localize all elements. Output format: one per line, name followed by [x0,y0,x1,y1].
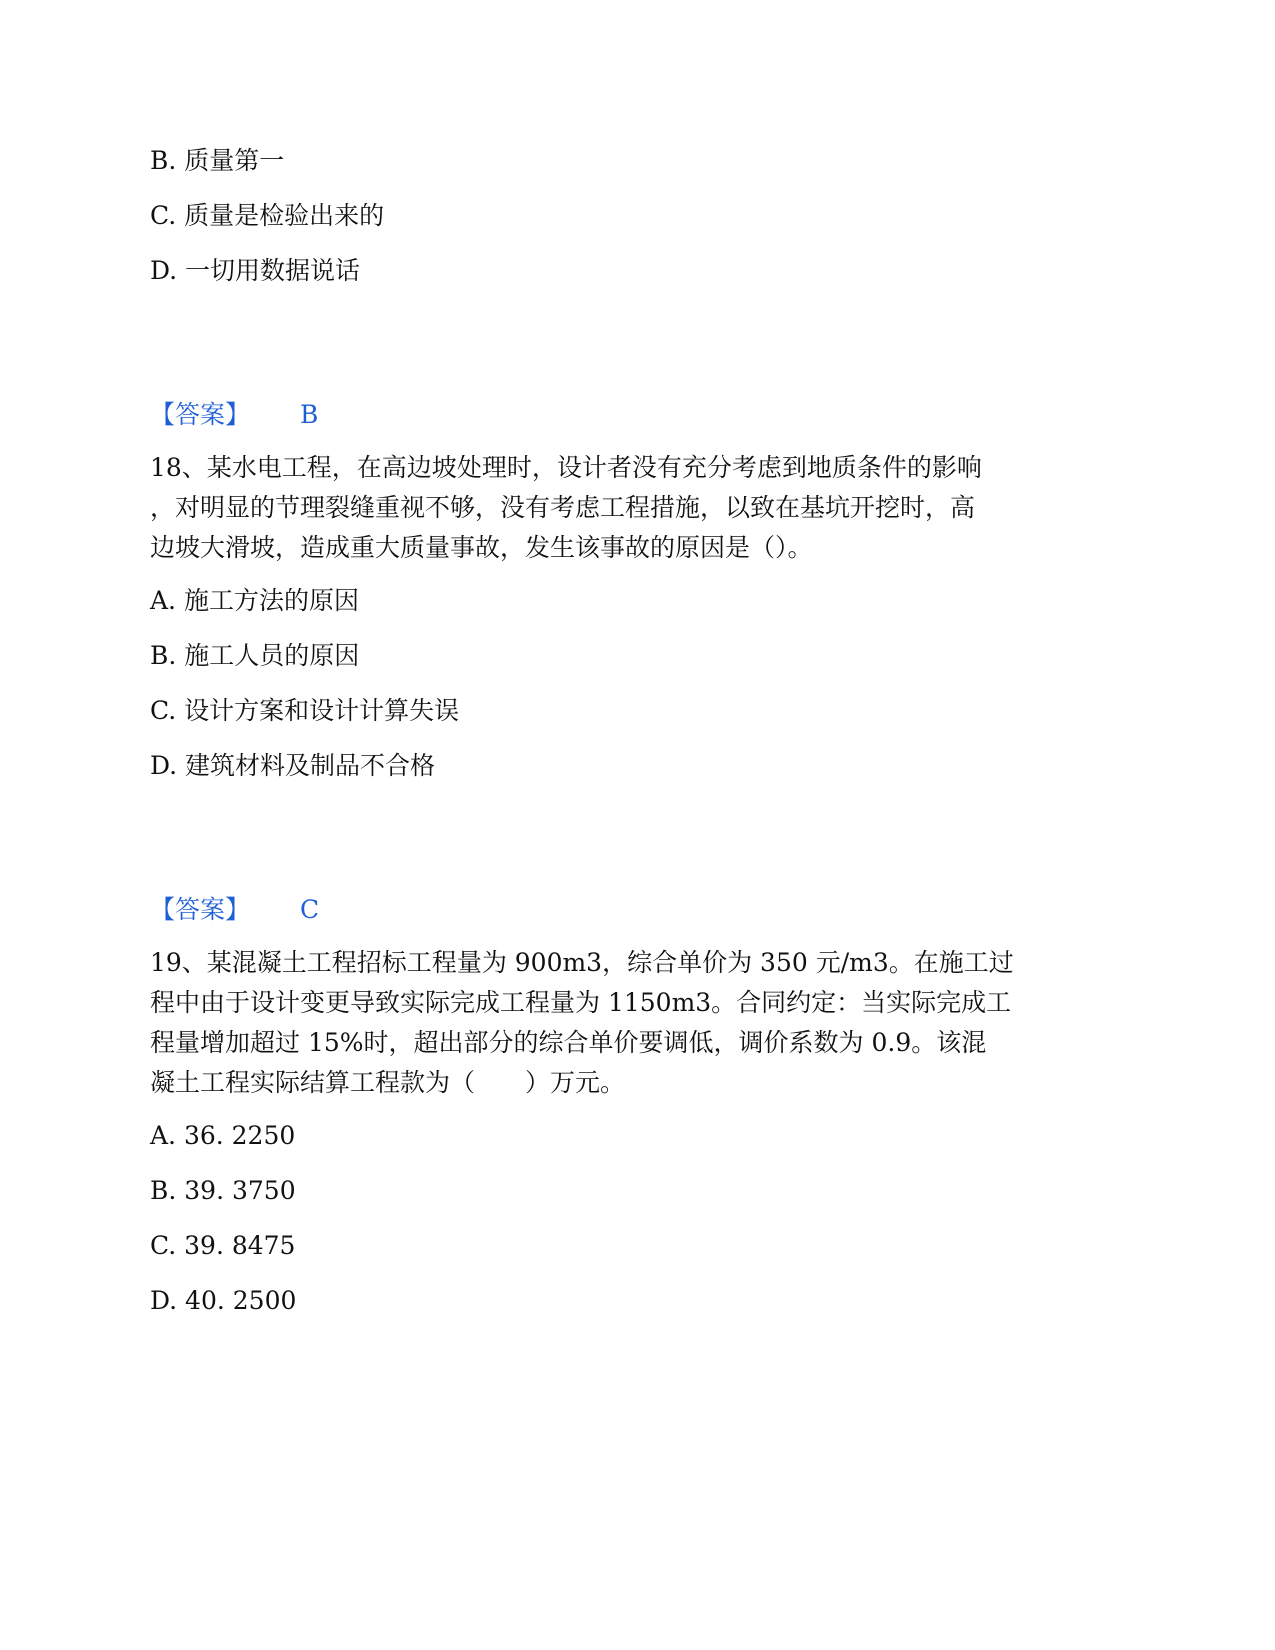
q19-stem-line-1: 19、某混凝土工程招标工程量为 900m3，综合单价为 350 元/m3。在施工过 [150,948,1014,977]
answer-label: 【答案】 [150,895,251,924]
q18-option-a: A. 施工方法的原因 [150,586,359,615]
q19-stem-line-3: 程量增加超过 15%时，超出部分的综合单价要调低，调价系数为 0.9。该混 [150,1028,987,1057]
q17-option-b: B. 质量第一 [150,146,285,175]
q19-option-d: D. 40. 2500 [150,1286,297,1315]
q18-stem-line-1: 18、某水电工程，在高边坡处理时，设计者没有充分考虑到地质条件的影响 [150,453,982,482]
q17-option-c: C. 质量是检验出来的 [150,201,385,230]
q17-answer [150,400,318,430]
q17-option-d: D. 一切用数据说话 [150,256,361,285]
q18-answer [150,895,319,925]
q18-stem-line-2: ，对明显的节理裂缝重视不够，没有考虑工程措施，以致在基坑开挖时，高 [150,493,976,522]
q19-stem-line-4: 凝土工程实际结算工程款为（ ）万元。 [150,1068,626,1097]
q19-option-c: C. 39. 8475 [150,1231,296,1260]
q19-option-b: B. 39. 3750 [150,1176,296,1205]
q18-option-b: B. 施工人员的原因 [150,641,360,670]
answer-label: 【答案】 [150,400,251,429]
q18-option-c: C. 设计方案和设计计算失误 [150,696,460,725]
q18-stem-line-3: 边坡大滑坡，造成重大质量事故，发生该事故的原因是（）。 [150,533,813,562]
q19-stem-line-2: 程中由于设计变更导致实际完成工程量为 1150m3。合同约定：当实际完成工 [150,988,1012,1017]
answer-value: C [300,895,320,924]
answer-value: B [300,400,319,429]
q19-option-a: A. 36. 2250 [150,1121,296,1150]
q18-option-d: D. 建筑材料及制品不合格 [150,751,436,780]
